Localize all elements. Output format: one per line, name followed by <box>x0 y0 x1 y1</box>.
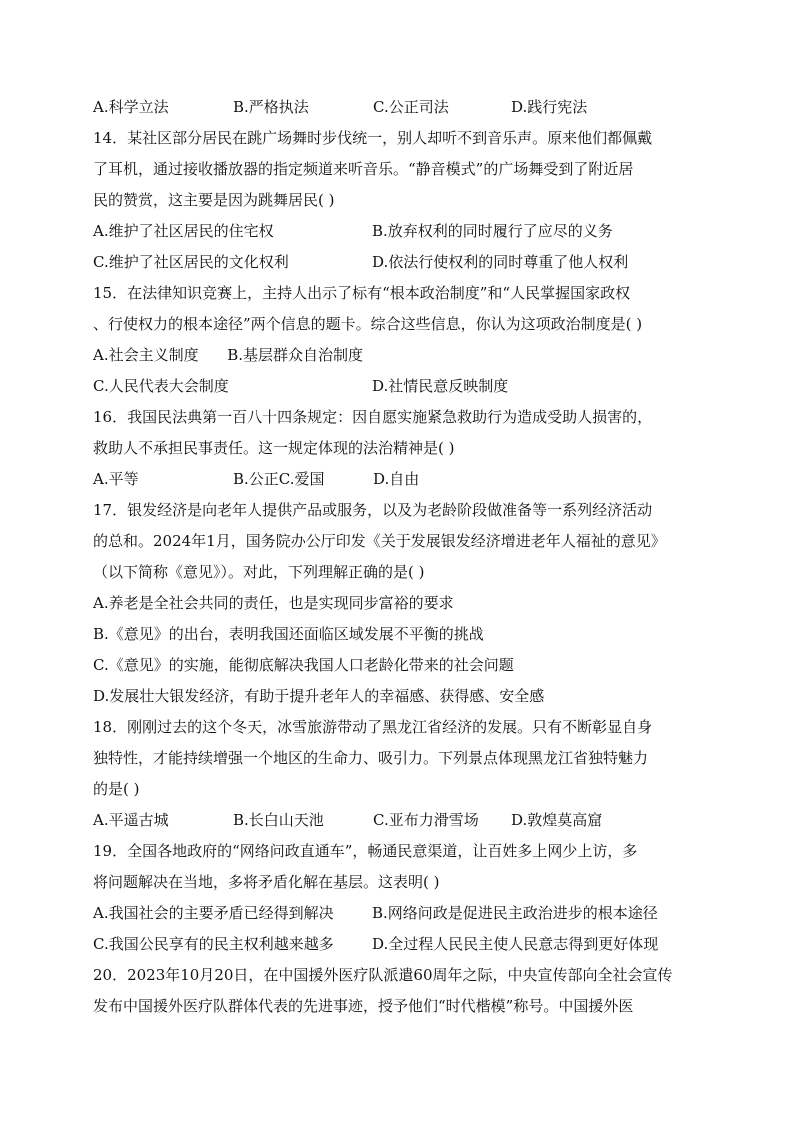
option-d: D.全过程人民民主使人民意志得到更好体现 <box>372 935 659 953</box>
option-c: C.公正司法 <box>373 98 449 116</box>
q20-stem-line-1: 20．2023年10月20日，在中国援外医疗队派遣60周年之际，中央宣传部向全社会宣传 <box>93 966 673 984</box>
q19-stem-line-2: 将问题解决在当地，多将矛盾化解在基层。这表明( ) <box>93 873 440 891</box>
q14-stem-line-1: 14．某社区部分居民在跳广场舞时步伐统一，别人却听不到音乐声。原来他们都佩戴 <box>93 129 653 147</box>
q17-option-c: C.《意见》的实施，能彻底解决我国人口老龄化带来的社会问题 <box>93 656 514 674</box>
q16-options <box>93 464 703 495</box>
option-bc: B.公正C.爱国 <box>233 470 325 488</box>
q19-options-ab <box>93 898 703 929</box>
q19-stem-line-1: 19．全国各地政府的“网络问政直通车”，畅通民意渠道，让百姓多上网少上访，多 <box>93 842 638 860</box>
option-d: D.敦煌莫高窟 <box>511 811 603 829</box>
option-c: C.人民代表大会制度 <box>93 377 229 395</box>
option-d: D.自由 <box>373 470 420 488</box>
q18-stem-line-1: 18．刚刚过去的这个冬天，冰雪旅游带动了黑龙江省经济的发展。只有不断彰显自身 <box>93 718 653 736</box>
option-c: C.亚布力滑雪场 <box>373 811 479 829</box>
option-a: A.科学立法 <box>93 98 169 116</box>
q18-stem-line-2: 独特性，才能持续增强一个地区的生命力、吸引力。下列景点体现黑龙江省独特魅力 <box>93 749 649 767</box>
q15-options-cd <box>93 371 703 402</box>
q14-stem-line-2: 了耳机，通过接收播放器的指定频道来听音乐。“静音模式”的广场舞受到了附近居 <box>93 160 634 178</box>
q15-options-ab: A.社会主义制度 B.基层群众自治制度 <box>93 346 364 364</box>
q14-options-cd <box>93 247 703 278</box>
q17-option-d: D.发展壮大银发经济，有助于提升老年人的幸福感、获得感、安全感 <box>93 687 545 705</box>
q15-stem-line-1: 15．在法律知识竞赛上，主持人出示了标有“根本政治制度”和“人民掌握国家政权 <box>93 284 631 302</box>
option-a: A.平遥古城 <box>93 811 169 829</box>
q17-option-a: A.养老是全社会共同的责任，也是实现同步富裕的要求 <box>93 594 454 612</box>
option-a: A.我国社会的主要矛盾已经得到解决 <box>93 904 334 922</box>
q14-stem-line-3: 民的赞赏，这主要是因为跳舞居民( ) <box>93 191 335 209</box>
q15-stem-line-2: 、行使权力的根本途径”两个信息的题卡。综合这些信息，你认为这项政治制度是( ) <box>93 315 643 333</box>
q18-stem-line-3: 的是( ) <box>93 780 140 798</box>
option-d: D.社情民意反映制度 <box>372 377 509 395</box>
q14-options-ab <box>93 216 703 247</box>
q16-stem-line-2: 救助人不承担民事责任。这一规定体现的法治精神是( ) <box>93 439 455 457</box>
q13-options <box>93 92 703 123</box>
option-b: B.严格执法 <box>233 98 309 116</box>
q19-options-cd <box>93 929 703 960</box>
q17-option-b: B.《意见》的出台，表明我国还面临区域发展不平衡的挑战 <box>93 625 484 643</box>
q17-stem-line-1: 17．银发经济是向老年人提供产品或服务，以及为老龄阶段做准备等一系列经济活动 <box>93 501 653 519</box>
option-d: D.依法行使权利的同时尊重了他人权利 <box>372 253 629 271</box>
option-b: B.放弃权利的同时履行了应尽的义务 <box>372 222 613 240</box>
exam-page <box>93 92 703 1022</box>
q16-stem-line-1: 16．我国民法典第一百八十四条规定：因自愿实施紧急救助行为造成受助人损害的， <box>93 408 653 426</box>
q17-stem-line-3: （以下简称《意见》）。对此，下列理解正确的是( ) <box>93 563 425 581</box>
option-d: D.践行宪法 <box>511 98 588 116</box>
q17-stem-line-2: 的总和。2024年1月，国务院办公厅印发《关于发展银发经济增进老年人福祉的意见》 <box>93 532 666 550</box>
q20-stem-line-2: 发布中国援外医疗队群体代表的先进事迹，授予他们“时代楷模”称号。中国援外医 <box>93 997 634 1015</box>
option-c: C.维护了社区居民的文化权利 <box>93 253 289 271</box>
option-b: B.长白山天池 <box>233 811 324 829</box>
option-a: A.平等 <box>93 470 139 488</box>
option-b: B.网络问政是促进民主政治进步的根本途径 <box>372 904 658 922</box>
q18-options <box>93 805 703 836</box>
option-c: C.我国公民享有的民主权利越来越多 <box>93 935 334 953</box>
option-a: A.维护了社区居民的住宅权 <box>93 222 274 240</box>
